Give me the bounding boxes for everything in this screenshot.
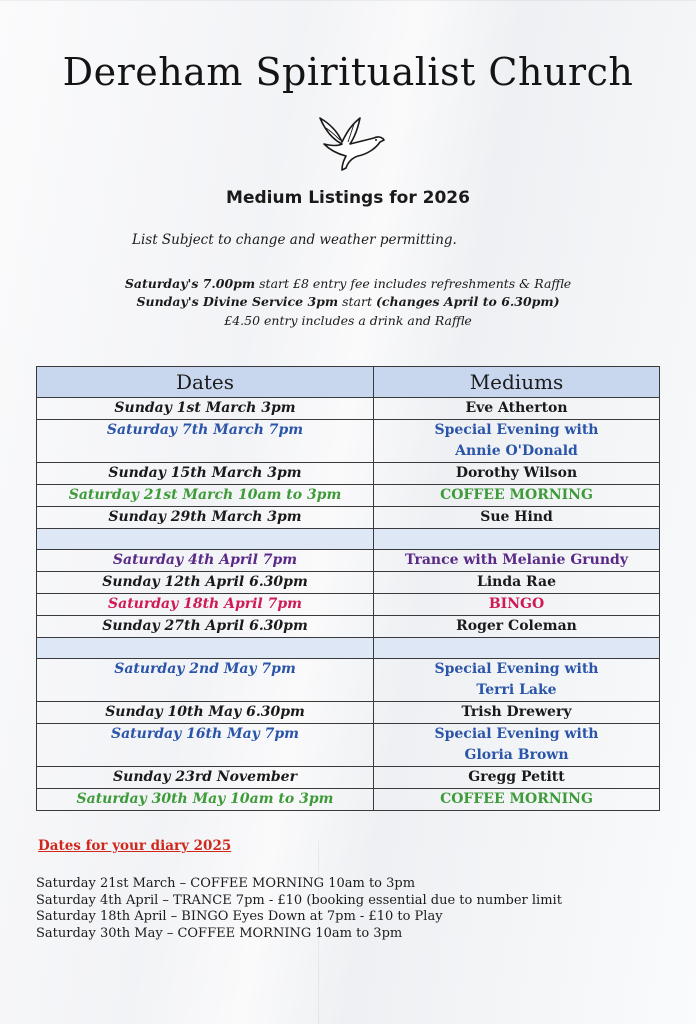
table-row [37, 485, 660, 507]
date-cell: Sunday 15th March 3pm [37, 463, 374, 485]
medium-cell [374, 724, 660, 767]
medium-line: Sue Hind [480, 509, 553, 525]
spacer-cell [374, 638, 660, 659]
date-cell: Sunday 1st March 3pm [37, 398, 374, 420]
medium-line: BINGO [488, 596, 545, 612]
medium-line: Special Evening with [434, 422, 599, 438]
date-cell: Saturday 4th April 7pm [37, 550, 374, 572]
info-bold: (changes April to 6.30pm) [375, 294, 560, 309]
table-row [37, 767, 660, 789]
info-line-entry [0, 313, 696, 328]
info-line-sunday [0, 294, 696, 309]
spacer-cell [374, 529, 660, 550]
medium-line: Roger Coleman [456, 618, 577, 634]
date-cell: Sunday 29th March 3pm [37, 507, 374, 529]
info-bold: Saturday's 7.00pm [124, 276, 256, 291]
medium-cell [374, 485, 660, 507]
table-spacer-row [37, 638, 660, 659]
medium-cell [374, 594, 660, 616]
medium-line: Eve Atherton [465, 400, 568, 416]
info-text: start [338, 294, 376, 309]
date-cell: Sunday 10th May 6.30pm [37, 702, 374, 724]
medium-cell [374, 616, 660, 638]
table-row [37, 420, 660, 463]
info-text: £4.50 entry includes a drink and Raffle [224, 313, 472, 328]
medium-cell [374, 398, 660, 420]
medium-line: Annie O'Donald [455, 443, 578, 459]
medium-line: Gregg Petitt [468, 769, 565, 785]
diary-list [36, 876, 562, 942]
date-cell: Saturday 16th May 7pm [37, 724, 374, 767]
diary-line: Saturday 4th April – TRANCE 7pm - £10 (booking essential due to number limit [36, 892, 562, 908]
medium-cell [374, 659, 660, 702]
table-row [37, 702, 660, 724]
medium-line: Special Evening with [434, 661, 599, 677]
medium-line: Special Evening with [434, 726, 599, 742]
medium-line: Terri Lake [476, 682, 557, 698]
fold-crease [0, 0, 696, 1]
dove-icon [312, 110, 388, 176]
diary-line: Saturday 21st March – COFFEE MORNING 10am to 3pm [36, 876, 416, 891]
date-cell: Saturday 18th April 7pm [37, 594, 374, 616]
page-title: Dereham Spiritualist Church [62, 50, 634, 94]
medium-line: Linda Rae [476, 574, 556, 590]
date-cell: Saturday 2nd May 7pm [37, 659, 374, 702]
info-bold: Sunday's Divine Service 3pm [136, 294, 339, 309]
column-header-dates: Dates [37, 367, 374, 398]
medium-cell [374, 507, 660, 529]
table-row [37, 550, 660, 572]
table-row [37, 463, 660, 485]
info-text: start £8 entry fee includes refreshments & Raffle [255, 276, 572, 291]
table-row [37, 724, 660, 767]
table-body [37, 398, 660, 811]
spacer-cell [37, 638, 374, 659]
medium-line: Gloria Brown [464, 747, 569, 763]
table-row [37, 398, 660, 420]
medium-cell [374, 702, 660, 724]
date-cell: Sunday 27th April 6.30pm [37, 616, 374, 638]
diary-heading: Dates for your diary 2025 [38, 838, 232, 854]
disclaimer-note: List Subject to change and weather permitting. [132, 232, 457, 248]
diary-line: Saturday 30th May – COFFEE MORNING 10am to 3pm [36, 925, 403, 941]
spacer-cell [37, 529, 374, 550]
table-spacer-row [37, 529, 660, 550]
listing-subtitle: Medium Listings for 2026 [226, 188, 470, 208]
table-row [37, 572, 660, 594]
table-row [37, 594, 660, 616]
date-cell: Sunday 23rd November [37, 767, 374, 789]
medium-line: COFFEE MORNING [440, 791, 593, 807]
diary-line: Saturday 18th April – BINGO Eyes Down at 7pm - £10 to Play [36, 909, 443, 924]
table-header-row [37, 367, 660, 398]
medium-cell [374, 463, 660, 485]
medium-listing-table [36, 366, 660, 811]
medium-cell [374, 550, 660, 572]
date-cell: Sunday 12th April 6.30pm [37, 572, 374, 594]
medium-cell [374, 789, 660, 811]
table-row [37, 789, 660, 811]
medium-cell [374, 767, 660, 789]
medium-cell [374, 420, 660, 463]
date-cell: Saturday 7th March 7pm [37, 420, 374, 463]
medium-line: Trance with Melanie Grundy [405, 552, 628, 568]
table-row [37, 659, 660, 702]
medium-line: Dorothy Wilson [455, 465, 578, 481]
medium-cell [374, 572, 660, 594]
info-line-saturday [0, 276, 696, 291]
table-row [37, 507, 660, 529]
medium-line: Trish Drewery [461, 704, 572, 720]
column-header-mediums: Mediums [374, 367, 660, 398]
table-row [37, 616, 660, 638]
date-cell: Saturday 21st March 10am to 3pm [37, 485, 374, 507]
date-cell: Saturday 30th May 10am to 3pm [37, 789, 374, 811]
medium-line: COFFEE MORNING [440, 487, 593, 503]
